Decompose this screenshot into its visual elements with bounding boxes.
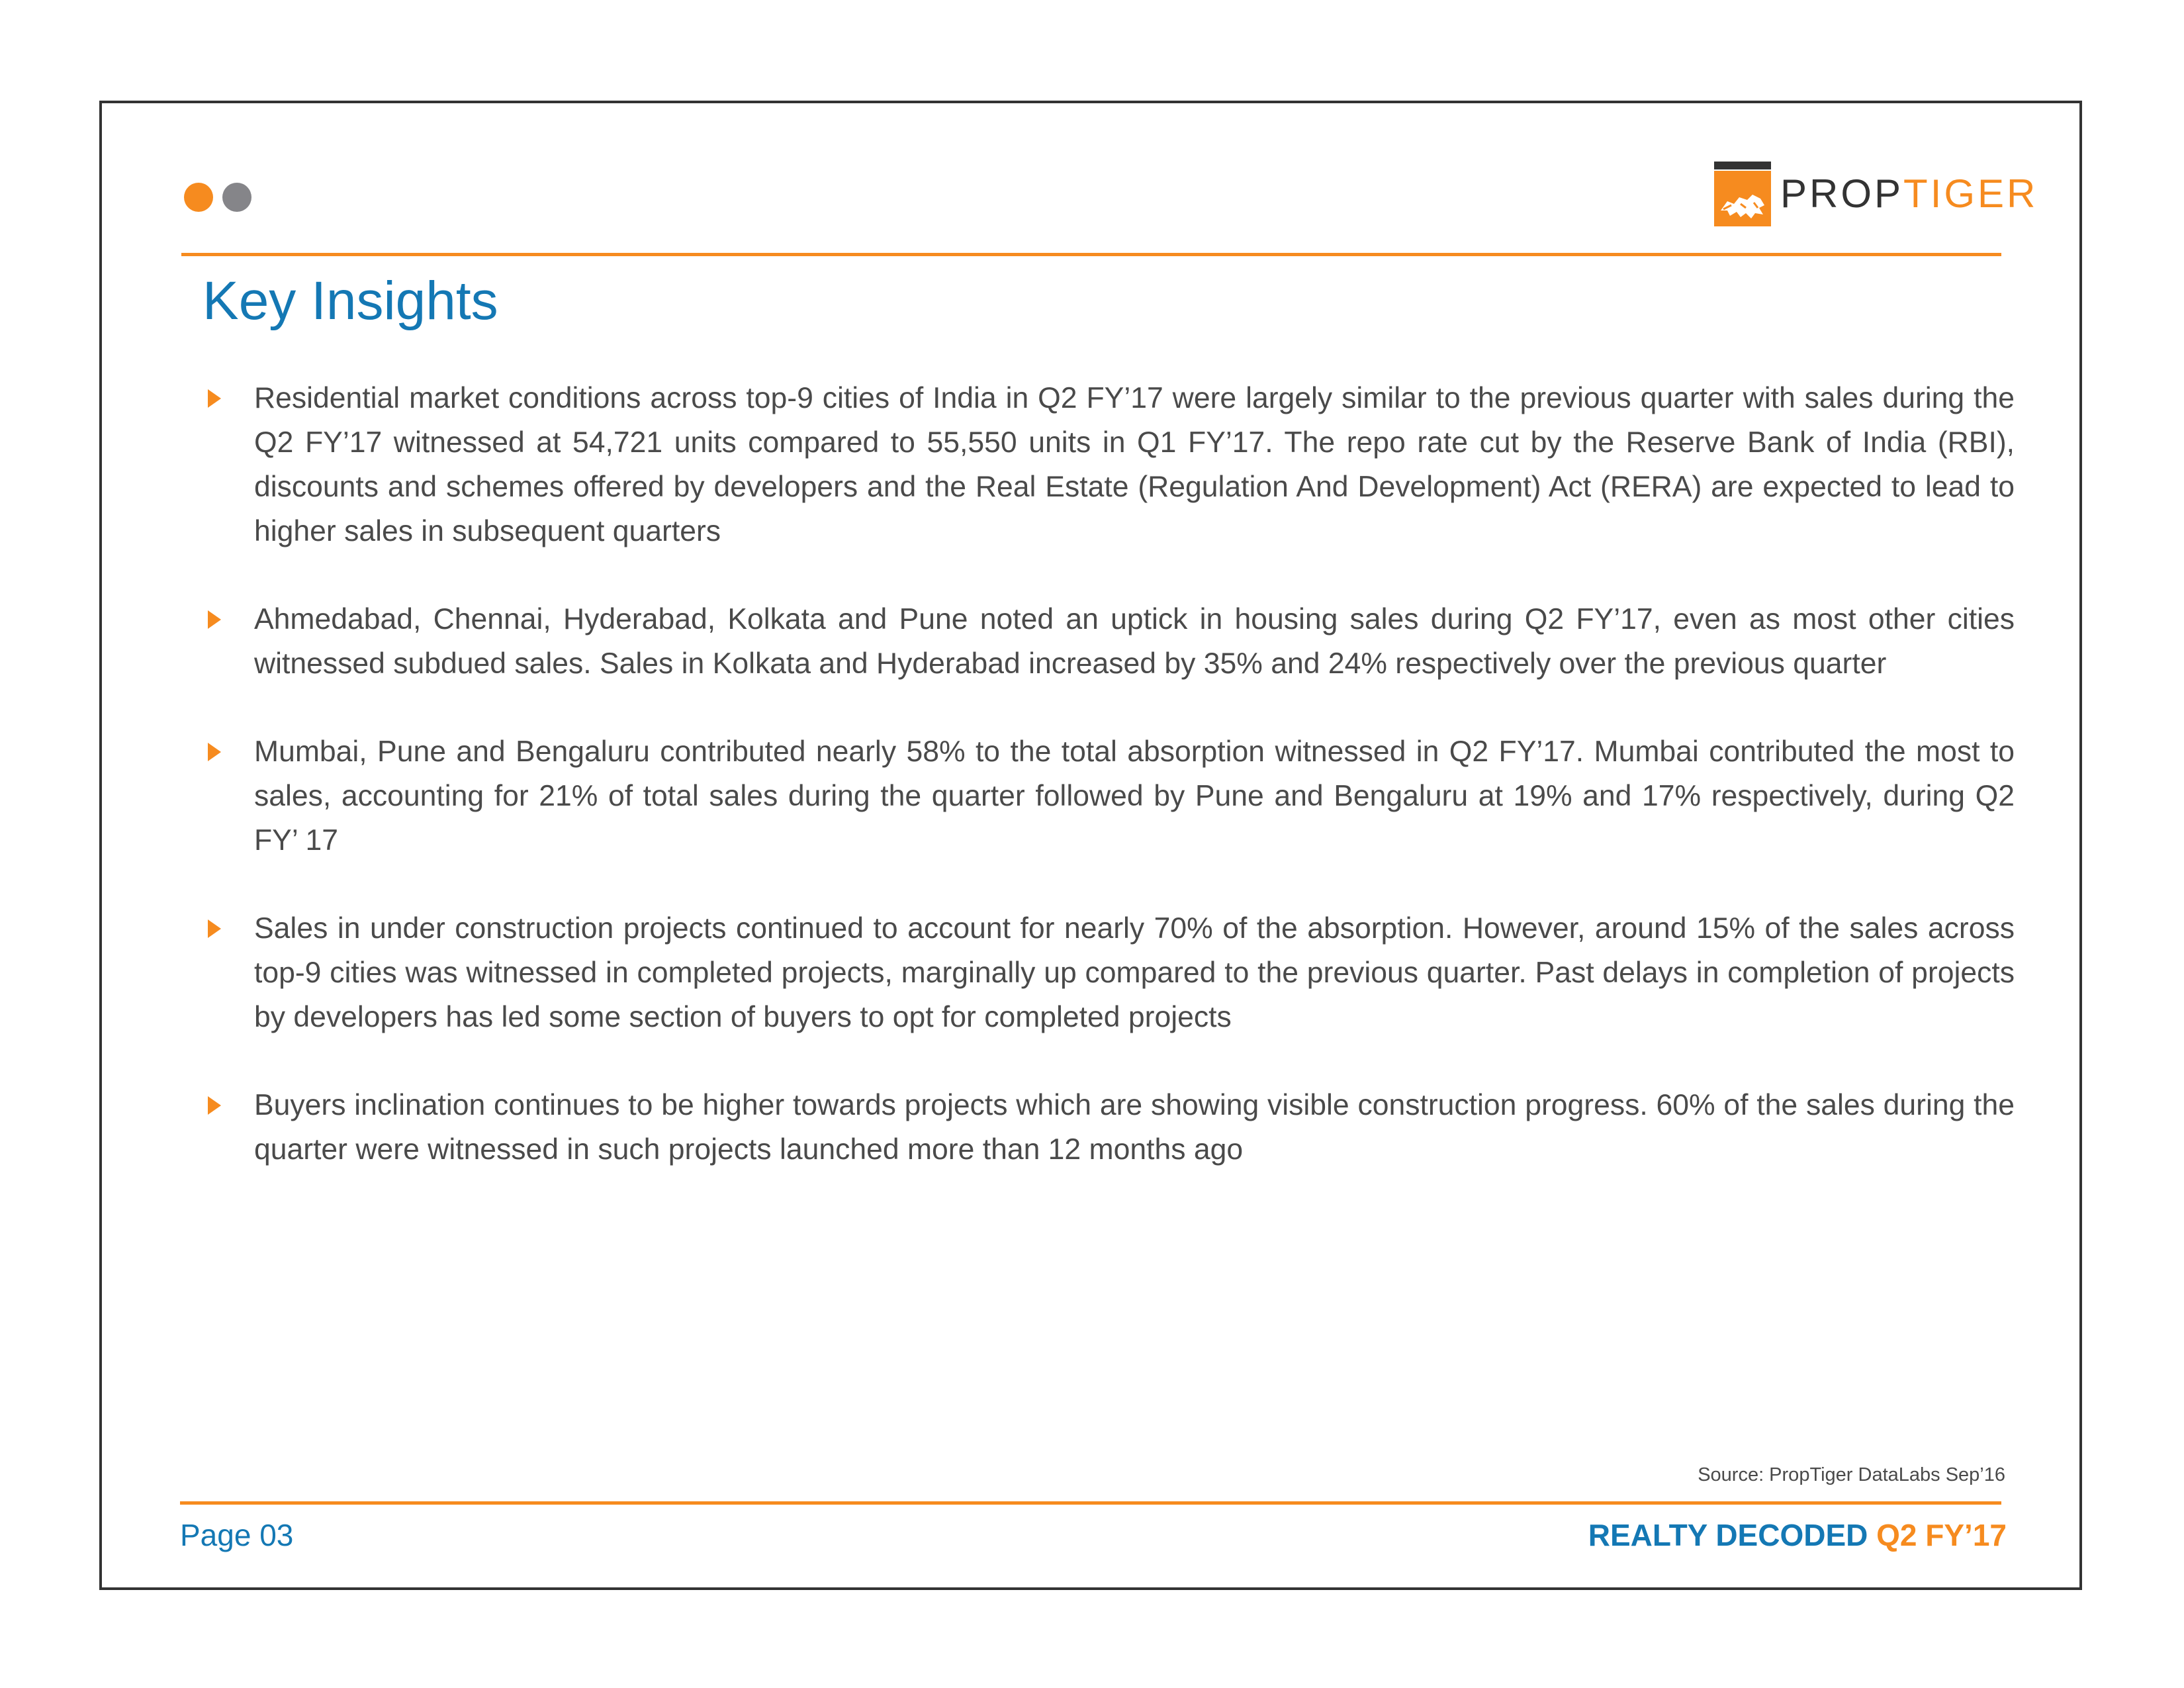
list-item [203,597,2015,686]
bullet-arrow-icon [208,610,221,629]
footer-divider [180,1501,2001,1505]
gray-dot-icon [222,183,251,212]
page-title: Key Insights [203,271,498,331]
header-divider [181,253,2001,256]
bullet-arrow-icon [208,389,221,408]
insight-text: Sales in under construction projects continued to account for nearly 70% of the absorption. However, around 15% of the sales across top-9 cities was witnessed in completed projects, marginally up compared to the previous quarter. Past delays in completion of projects by developers has led some section of buyers to opt for completed projects [254,912,2015,1033]
bullet-arrow-icon [208,743,221,761]
proptiger-logo [1714,162,2038,226]
logo-wordmark [1780,171,2038,216]
orange-dot-icon [184,183,213,212]
list-item [203,906,2015,1039]
bullet-arrow-icon [208,1096,221,1115]
source-note: Source: PropTiger DataLabs Sep’16 [1698,1464,2005,1485]
tiger-logo-icon [1714,162,1771,226]
list-item [203,376,2015,553]
insight-text: Residential market conditions across top-9 cities of India in Q2 FY’17 were largely similar to the previous quarter with sales during the Q2 FY’17 witnessed at 54,721 units compared to 55,550 units in Q1 FY’17. The repo rate cut by the Reserve Bank of India (RBI), discounts and schemes offered by developers and the Real Estate (Regulation And Development) Act (RERA) are expected to lead to higher sales in subsequent quarters [254,382,2015,547]
publication-brand [1588,1517,2007,1553]
list-item [203,1083,2015,1172]
bullet-arrow-icon [208,919,221,938]
brand-period: Q2 FY’17 [1876,1518,2007,1552]
brand-name: REALTY DECODED [1588,1518,1868,1552]
insights-list [203,376,2015,1215]
logo-text-tiger: TIGER [1903,171,2038,216]
page-number: Page 03 [180,1518,294,1552]
logo-text-prop: PROP [1780,171,1904,216]
decorative-dots [184,183,251,212]
insight-text: Mumbai, Pune and Bengaluru contributed nearly 58% to the total absorption witnessed in Q2 FY’17. Mumbai contributed the most to sales, accounting for 21% of total sales during the quarter followed by Pune and Bengaluru at 19% and 17% respectively, during Q2 FY’ 17 [254,735,2015,857]
insight-text: Buyers inclination continues to be higher towards projects which are showing visible construction progress. 60% of the sales during the quarter were witnessed in such projects launched more than 12 months ago [254,1089,2015,1166]
list-item [203,729,2015,863]
insight-text: Ahmedabad, Chennai, Hyderabad, Kolkata and Pune noted an uptick in housing sales during Q2 FY’17, even as most other cities witnessed subdued sales. Sales in Kolkata and Hyderabad increased by 35% and 24% respectively over the previous quarter [254,603,2015,680]
